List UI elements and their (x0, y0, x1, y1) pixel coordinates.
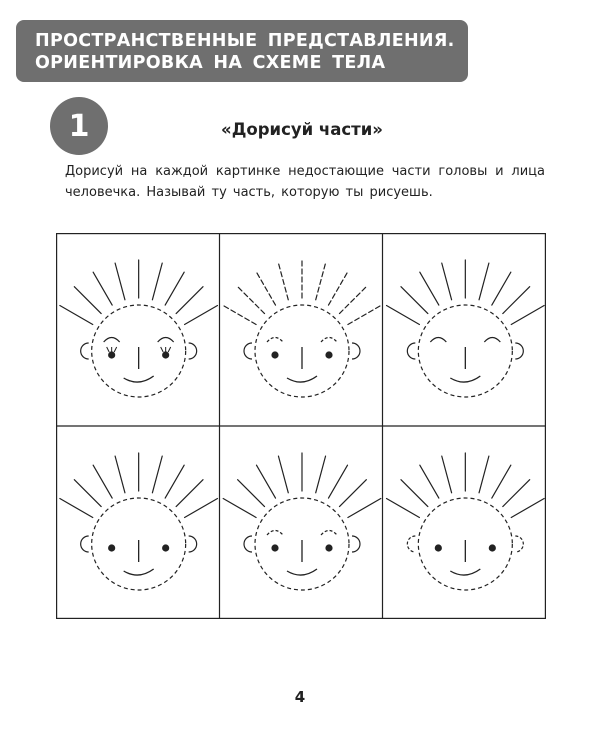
left-ear (407, 343, 415, 359)
mouth (124, 569, 154, 575)
mouth (124, 376, 154, 382)
hair-strand (223, 499, 256, 518)
right-eyebrow (321, 531, 337, 536)
hair-strand (238, 287, 265, 314)
right-eyebrow (484, 338, 500, 343)
face-drawing (60, 260, 218, 397)
hair-strand (165, 272, 184, 305)
hair-strand (387, 499, 420, 518)
face-drawing (60, 453, 218, 590)
right-eyebrow (158, 338, 174, 343)
hair-strand (238, 480, 265, 507)
hair-strand (503, 287, 530, 314)
hair-strand (60, 499, 93, 518)
hair-strand (74, 287, 101, 314)
mouth (450, 569, 480, 575)
right-ear (515, 343, 523, 359)
hair-strand (348, 306, 381, 325)
face-drawing (387, 260, 545, 397)
right-ear (352, 536, 360, 552)
hair-strand (185, 499, 218, 518)
left-eye (435, 544, 442, 551)
right-ear (352, 343, 360, 359)
hair-strand (152, 456, 162, 493)
left-ear (244, 536, 252, 552)
left-ear (81, 536, 89, 552)
page-number: 4 (294, 688, 306, 706)
hair-strand (479, 263, 489, 300)
hair-strand (420, 272, 439, 305)
section-title-line-2: ОРИЕНТИРОВКА НА СХЕМЕ ТЕЛА (35, 53, 386, 73)
hair-strand (401, 287, 428, 314)
hair-strand (185, 306, 218, 325)
eyelash (161, 347, 164, 352)
hair-strand (339, 480, 366, 507)
right-eye (162, 544, 169, 551)
faces-layer (60, 260, 544, 590)
left-ear (81, 343, 89, 359)
right-eye (489, 544, 496, 551)
right-eye (325, 544, 332, 551)
task-instructions: Дорисуй на каждой картинке недостающие части головы и лица человечка. Называй ту часть, которую ты рисуешь. (65, 164, 545, 200)
right-eye (325, 351, 332, 358)
hair-strand (165, 465, 184, 498)
section-title-line-1: ПРОСТРАНСТВЕННЫЕ ПРЕДСТАВЛЕНИЯ. (35, 31, 455, 51)
hair-strand (115, 263, 125, 300)
hair-strand (316, 263, 326, 300)
hair-strand (492, 272, 511, 305)
hair-strand (60, 306, 93, 325)
right-eye (162, 351, 169, 358)
right-ear (189, 536, 197, 552)
left-eyebrow (267, 531, 283, 536)
left-eyebrow (430, 338, 446, 343)
section-header-banner (16, 20, 468, 82)
hair-strand (278, 263, 288, 300)
hair-strand (74, 480, 101, 507)
left-eyebrow (267, 338, 283, 343)
hair-strand (223, 306, 256, 325)
hair-strand (442, 263, 452, 300)
hair-strand (328, 465, 347, 498)
hair-strand (387, 306, 420, 325)
hair-strand (316, 456, 326, 493)
left-eye (271, 544, 278, 551)
face-drawing (223, 260, 381, 397)
task-title-text: «Дорисуй части» (221, 120, 383, 139)
left-ear (244, 343, 252, 359)
right-ear (189, 343, 197, 359)
face-drawing (223, 453, 381, 590)
right-ear (515, 536, 523, 552)
face-worksheet-grid (56, 233, 546, 619)
hair-strand (401, 480, 428, 507)
mouth (287, 376, 317, 382)
hair-strand (420, 465, 439, 498)
face-drawing (387, 453, 545, 590)
task-title (0, 120, 600, 139)
hair-strand (152, 263, 162, 300)
left-eye (108, 351, 115, 358)
hair-strand (442, 456, 452, 493)
hair-strand (176, 287, 203, 314)
hair-strand (328, 272, 347, 305)
eyelash (114, 347, 117, 352)
right-eyebrow (321, 338, 337, 343)
left-eye (108, 544, 115, 551)
mouth (450, 376, 480, 382)
mouth (287, 569, 317, 575)
hair-strand (348, 499, 381, 518)
hair-strand (492, 465, 511, 498)
hair-strand (115, 456, 125, 493)
left-ear (407, 536, 415, 552)
eyelash (107, 347, 110, 352)
hair-strand (256, 465, 275, 498)
eyelash (168, 347, 171, 352)
hair-strand (503, 480, 530, 507)
left-eyebrow (104, 338, 120, 343)
hair-strand (93, 465, 112, 498)
left-eye (271, 351, 278, 358)
hair-strand (176, 480, 203, 507)
hair-strand (511, 499, 544, 518)
hair-strand (93, 272, 112, 305)
hair-strand (479, 456, 489, 493)
hair-strand (256, 272, 275, 305)
hair-strand (511, 306, 544, 325)
hair-strand (278, 456, 288, 493)
task-number-badge: 1 (50, 97, 108, 155)
hair-strand (339, 287, 366, 314)
